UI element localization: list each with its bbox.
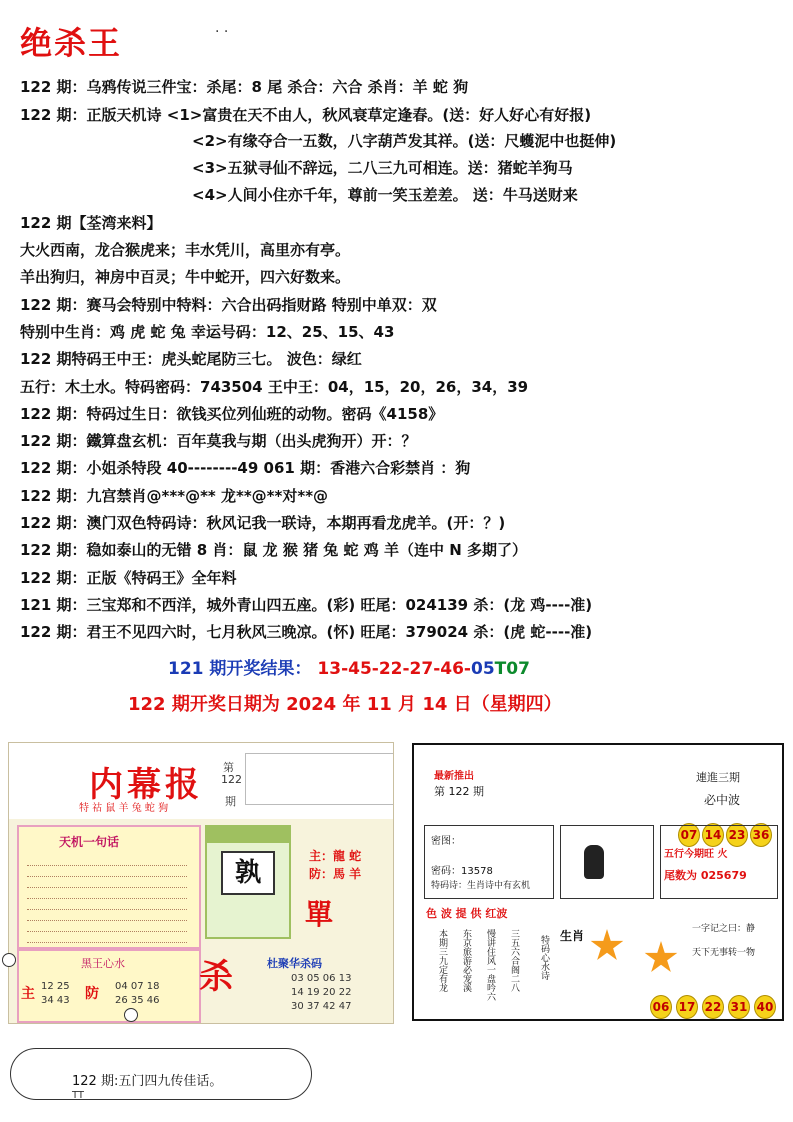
fang-label: 防：馬 羊 — [309, 867, 362, 881]
bizhongbo-image — [412, 743, 784, 1021]
lottery-result — [168, 654, 530, 679]
sha-row-3: 30 37 42 47 — [291, 1001, 352, 1012]
line-9: 122 期：赛马会特别中特料：六合出码指财路 特别中单双：双 — [20, 296, 437, 314]
poem-col-2: 东京旅游必宠溪 — [461, 929, 471, 992]
tianji-rows — [27, 857, 187, 945]
line-5: <4>人间小住亦千年，尊前一笑玉差差。 送：牛马送财来 — [192, 186, 578, 204]
tianxia-text: 天下无事转一物 — [692, 948, 756, 958]
star-icon — [590, 929, 624, 963]
sha-title: 杜聚华杀码 — [267, 957, 322, 970]
page-title: 绝杀王 — [20, 24, 123, 62]
poem-col-5: 特码心水诗 — [539, 935, 549, 980]
bizhong-label: 必中波 — [704, 793, 741, 807]
panda-box — [560, 825, 654, 899]
resize-handle-bottom — [124, 1008, 138, 1022]
result-main-numbers: 13-45-22-27-46- — [317, 659, 471, 679]
zhi-character: 孰 — [221, 851, 275, 895]
shengxiao-label: 生肖 — [560, 929, 585, 943]
lianzhong-label: 連進三期 — [696, 771, 740, 784]
cloud-mark: TT — [72, 1090, 85, 1101]
result-label: 121 期开奖结果： — [168, 659, 312, 679]
header-blank-box — [245, 753, 394, 805]
sebo-text: 色 波 提 供 红波 — [426, 907, 508, 920]
line-2: 122 期：正版天机诗 <1>富贵在天不由人，秋风衰草定逢春。(送：好人好心有好报) — [20, 106, 592, 124]
line-18: 122 期：稳如泰山的无错 8 肖：鼠 龙 猴 猪 兔 蛇 鸡 羊（连中 N 多期了） — [20, 541, 527, 559]
mima-value: 13578 — [461, 866, 493, 877]
line-12: 五行：木土水。特码密码：743504 王中王：04，15，20，26，34，39 — [20, 378, 529, 396]
line-13: 122 期：特码过生日：欲钱买位列仙班的动物。密码《4158》 — [20, 405, 444, 423]
line-15: 122 期：小姐杀特段 40--------49 061 期：香港六合彩禁肖 ：狗 — [20, 459, 471, 477]
poem-col-1: 本期三九定有龙 — [437, 929, 447, 992]
issue-prefix: 第 — [223, 761, 234, 774]
mima-label: 密码： — [431, 866, 461, 877]
temashi: 特码诗：生肖诗中有玄机 — [431, 881, 531, 891]
heiwang-numbers-2: 34 43 — [41, 995, 70, 1006]
newspaper-subtitle: 特 祜 鼠 羊 兔 蛇 狗 — [79, 803, 169, 814]
result-numbers — [317, 659, 530, 679]
heiwang-numbers-4: 26 35 46 — [115, 995, 160, 1006]
poem-col-4: 三五六合阁二八 — [509, 929, 519, 992]
bottom-ball-3: 22 — [702, 995, 724, 1019]
yizi-text: 一字记之曰：静 — [692, 924, 756, 934]
title-dots: · · — [215, 24, 229, 40]
dan-character: 單 — [305, 898, 334, 931]
top-ball-4: 36 — [750, 823, 772, 847]
line-7: 大火西南，龙合猴虎来；丰水凭川，高里亦有亭。 — [20, 241, 351, 259]
zhu-label: 主：龍 蛇 — [309, 849, 362, 863]
zuixin-label: 最新推出 — [434, 771, 474, 782]
line-11: 122 期特码王中王：虎头蛇尾防三七。 波色：绿红 — [20, 350, 362, 368]
heiwang-zhu: 主 — [21, 986, 35, 1002]
heiwang-fang: 防 — [85, 986, 99, 1002]
line-8: 羊出狗归，神房中百灵；牛中蛇开，四六好数来。 — [20, 268, 351, 286]
line-10: 特别中生肖：鸡 虎 蛇 兔 幸运号码：12、25、15、43 — [20, 323, 395, 341]
result-tail-green: T07 — [494, 659, 530, 679]
zhi-box-header — [207, 827, 289, 843]
sha-row-2: 14 19 20 22 — [291, 987, 352, 998]
line-21: 122 期：君王不见四六时，七月秋风三晚凉。(怀) 旺尾：379024 杀：(虎 蛇----准) — [20, 623, 593, 641]
result-tail-blue: 05 — [470, 659, 495, 679]
heiwang-numbers-3: 04 07 18 — [115, 981, 160, 992]
panda-image — [584, 845, 604, 879]
sha-row-1: 03 05 06 13 — [291, 973, 352, 984]
sha-character: 杀 — [199, 957, 233, 997]
line-19: 122 期：正版《特码王》全年料 — [20, 569, 237, 587]
mitu-label: 密图： — [431, 836, 461, 847]
newspaper-title: 内幕报 — [89, 765, 203, 805]
line-14: 122 期：鐵算盘玄机：百年莫我与期（出头虎狗开）开：？ — [20, 432, 417, 450]
poem-col-3: 慢讲住风一盘吟六 — [485, 929, 495, 1001]
mima-box — [424, 825, 554, 899]
heiwang-numbers-1: 12 25 — [41, 981, 70, 992]
line-16: 122 期：九宫禁肖@***@** 龙**@**对**@ — [20, 487, 329, 505]
bottom-ball-4: 31 — [728, 995, 750, 1019]
issue-suffix: 期 — [225, 795, 236, 808]
wuxing-text: 五行今期旺 火 — [664, 849, 728, 860]
bottom-ball-2: 17 — [676, 995, 698, 1019]
heiwang-title: 黑王心水 — [81, 957, 125, 970]
cloud-text: 122 期:五门四九传佳话。 — [72, 1074, 223, 1089]
line-6: 122 期【荃湾来料】 — [20, 214, 162, 232]
star-icon — [644, 941, 678, 975]
draw-date: 122 期开奖日期为 2024 年 11 月 14 日（星期四） — [128, 694, 562, 715]
zhi-box — [205, 825, 291, 939]
wuxing-box — [660, 825, 778, 899]
line-1: 122 期：乌鸦传说三件宝：杀尾：8 尾 杀合：六合 杀肖：羊 蛇 狗 — [20, 78, 469, 96]
top-ball-2: 14 — [702, 823, 724, 847]
bottom-ball-1: 06 — [650, 995, 672, 1019]
line-3: <2>有缘夺合一五数，八字葫芦发其祥。(送：尺蠖泥中也挺伸) — [192, 132, 617, 150]
mima-row — [431, 862, 493, 877]
line-17: 122 期：澳门双色特码诗：秋风记我一联诗，本期再看龙虎羊。(开：？) — [20, 514, 506, 532]
heiwang-box — [17, 949, 201, 1023]
tianji-box — [17, 825, 201, 949]
right-issue: 第 122 期 — [434, 785, 484, 798]
weishu-text: 尾数为 025679 — [664, 869, 747, 882]
tianji-title: 天机一句话 — [59, 835, 120, 849]
neimu-newspaper-image — [8, 742, 394, 1024]
top-ball-3: 23 — [726, 823, 748, 847]
issue-number: 122 — [221, 773, 242, 786]
top-ball-1: 07 — [678, 823, 700, 847]
line-4: <3>五狱寻仙不辞远，二八三九可相连。送：猪蛇羊狗马 — [192, 159, 573, 177]
line-20: 121 期：三宝郑和不西洋，城外青山四五座。(彩) 旺尾：024139 杀：(龙 鸡----准) — [20, 596, 593, 614]
bottom-ball-5: 40 — [754, 995, 776, 1019]
resize-handle-left — [2, 953, 16, 967]
